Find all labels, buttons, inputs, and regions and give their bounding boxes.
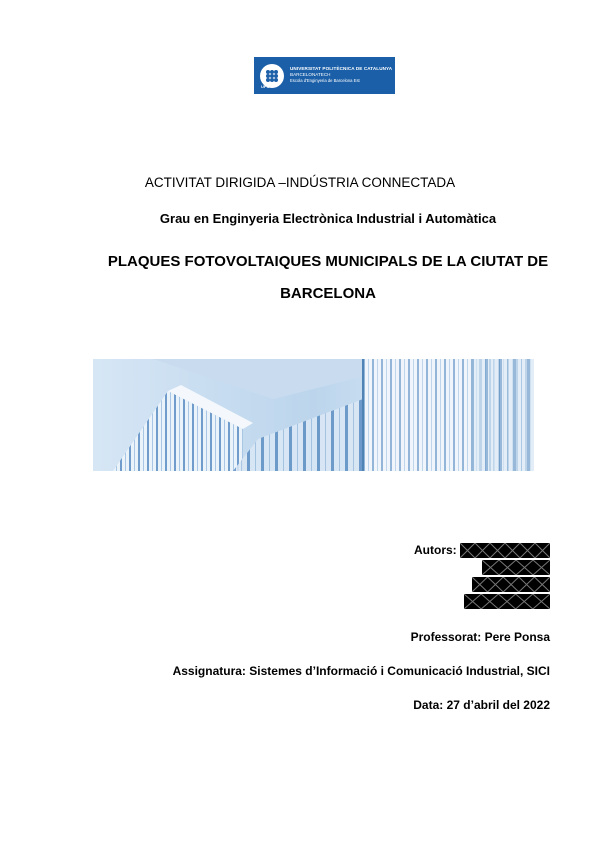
redacted-author-3 bbox=[472, 577, 550, 592]
title-line-2: BARCELONA bbox=[280, 285, 376, 302]
subject-line: Assignatura: Sistemes d’Informació i Comunicació Industrial, SICI bbox=[172, 664, 550, 678]
logo-university: UNIVERSITAT POLITÈCNICA DE CATALUNYA bbox=[290, 66, 393, 72]
date-line: Data: 27 d’abril del 2022 bbox=[413, 698, 550, 712]
document-title bbox=[100, 246, 556, 310]
logo-school: Escola d'Enginyeria de Barcelona Est bbox=[290, 78, 360, 84]
activity-heading: ACTIVITAT DIRIGIDA –INDÚSTRIA CONNECTADA bbox=[144, 175, 456, 190]
logo-text bbox=[290, 67, 392, 83]
authors-label: Autors: bbox=[414, 543, 457, 557]
upc-logo bbox=[254, 57, 395, 94]
degree-heading: Grau en Enginyeria Electrònica Industrial i Automàtica bbox=[159, 211, 497, 226]
building-banner-image bbox=[93, 359, 534, 471]
title-line-1: PLAQUES FOTOVOLTAIQUES MUNICIPALS DE LA CIUTAT DE bbox=[107, 253, 549, 270]
professor-line: Professorat: Pere Ponsa bbox=[410, 630, 550, 644]
redacted-author-2 bbox=[482, 560, 550, 575]
logo-badge: UPC bbox=[261, 84, 270, 89]
redacted-author-4 bbox=[464, 594, 550, 609]
logo-barcelonatech: BARCELONATECH bbox=[290, 71, 331, 77]
redacted-author-1 bbox=[460, 543, 550, 558]
